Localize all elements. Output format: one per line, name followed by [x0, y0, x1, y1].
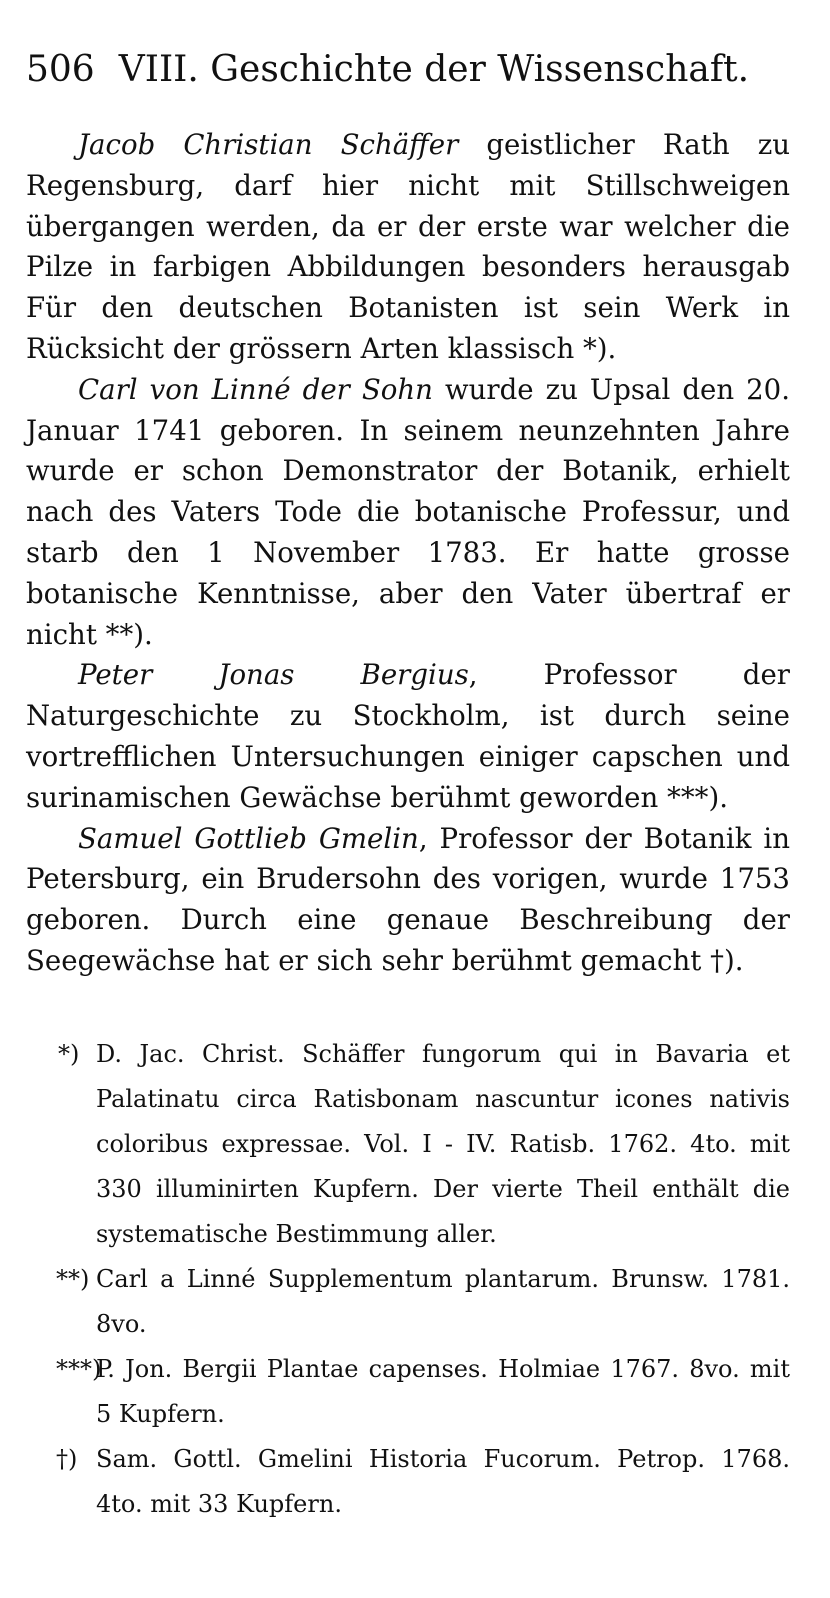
person-name: Samuel Gottlieb Gmelin — [78, 821, 419, 855]
footnote-marker: *) — [58, 1040, 80, 1068]
person-name: Jacob Christian Schäffer — [78, 128, 459, 161]
paragraph-schaeffer — [26, 125, 790, 370]
footnote-text: Carl a Linné Supplementum plantarum. Brunsw. 1781. 8vo. — [96, 1265, 790, 1338]
footnote-marker: †) — [56, 1445, 78, 1473]
paragraph-text: geistlicher Rath zu Regensburg, darf hier nicht mit Stillschweigen übergangen werden, da er der erste war welcher die Pilze in farbigen Abbildungen besonders herausgab Für den deutschen Botanisten ist sein Werk in Rücksicht der grössern Arten klassisch *). — [26, 128, 791, 365]
footnote-text: D. Jac. Christ. Schäffer fungorum qui in Bavaria et Palatinatu circa Ratisbonam nascuntur icones nativis coloribus expressae. Vol. I - IV. Ratisb. 1762. 4to. mit 330 illuminirten Kupfern. Der vierte Theil enthält die systematische Bestimmung aller. — [96, 1040, 790, 1248]
paragraph-text: wurde zu Upsal den 20. Januar 1741 geboren. In seinem neunzehnten Jahre wurde er schon Demonstrator der Botanik, erhielt nach des Vaters Tode die botanische Professur, und starb den 1 November 1783. Er hatte grosse botanische Kenntnisse, aber den Vater übertraf er nicht **). — [26, 372, 791, 651]
footnote — [26, 1437, 790, 1527]
main-text — [26, 125, 790, 982]
paragraph-text: , Professor der Botanik in Petersburg, ein Brudersohn des vorigen, wurde 1753 geboren. Durch eine genaue Beschreibung der Seegewächse hat er sich sehr berühmt gemacht †). — [26, 821, 790, 977]
footnote — [26, 1032, 790, 1257]
paragraph-gmelin — [26, 819, 790, 982]
footnotes — [26, 1032, 790, 1527]
person-name: Peter Jonas Bergius — [78, 658, 469, 692]
footnote — [26, 1347, 790, 1437]
footnote-marker: ***) — [56, 1355, 102, 1383]
footnote-text: Sam. Gottl. Gmelini Historia Fucorum. Petrop. 1768. 4to. mit 33 Kupfern. — [96, 1445, 790, 1518]
paragraph-bergius — [26, 655, 790, 818]
page-number: 506 — [26, 49, 95, 90]
person-name: Carl von Linné der Sohn — [78, 372, 433, 406]
running-header — [26, 40, 806, 100]
paragraph-linne — [26, 370, 790, 656]
paragraph-text: , Professor der Naturgeschichte zu Stockholm, ist durch seine vortrefflichen Untersuchungen einiger capschen und surinamischen Gewächse berühmt geworden ***). — [26, 658, 790, 814]
running-title: VIII. Geschichte der Wissenschaft. — [118, 49, 750, 90]
footnote-marker: **) — [56, 1265, 90, 1293]
footnote — [26, 1257, 790, 1347]
footnote-text: P. Jon. Bergii Plantae capenses. Holmiae 1767. 8vo. mit 5 Kupfern. — [96, 1355, 790, 1428]
